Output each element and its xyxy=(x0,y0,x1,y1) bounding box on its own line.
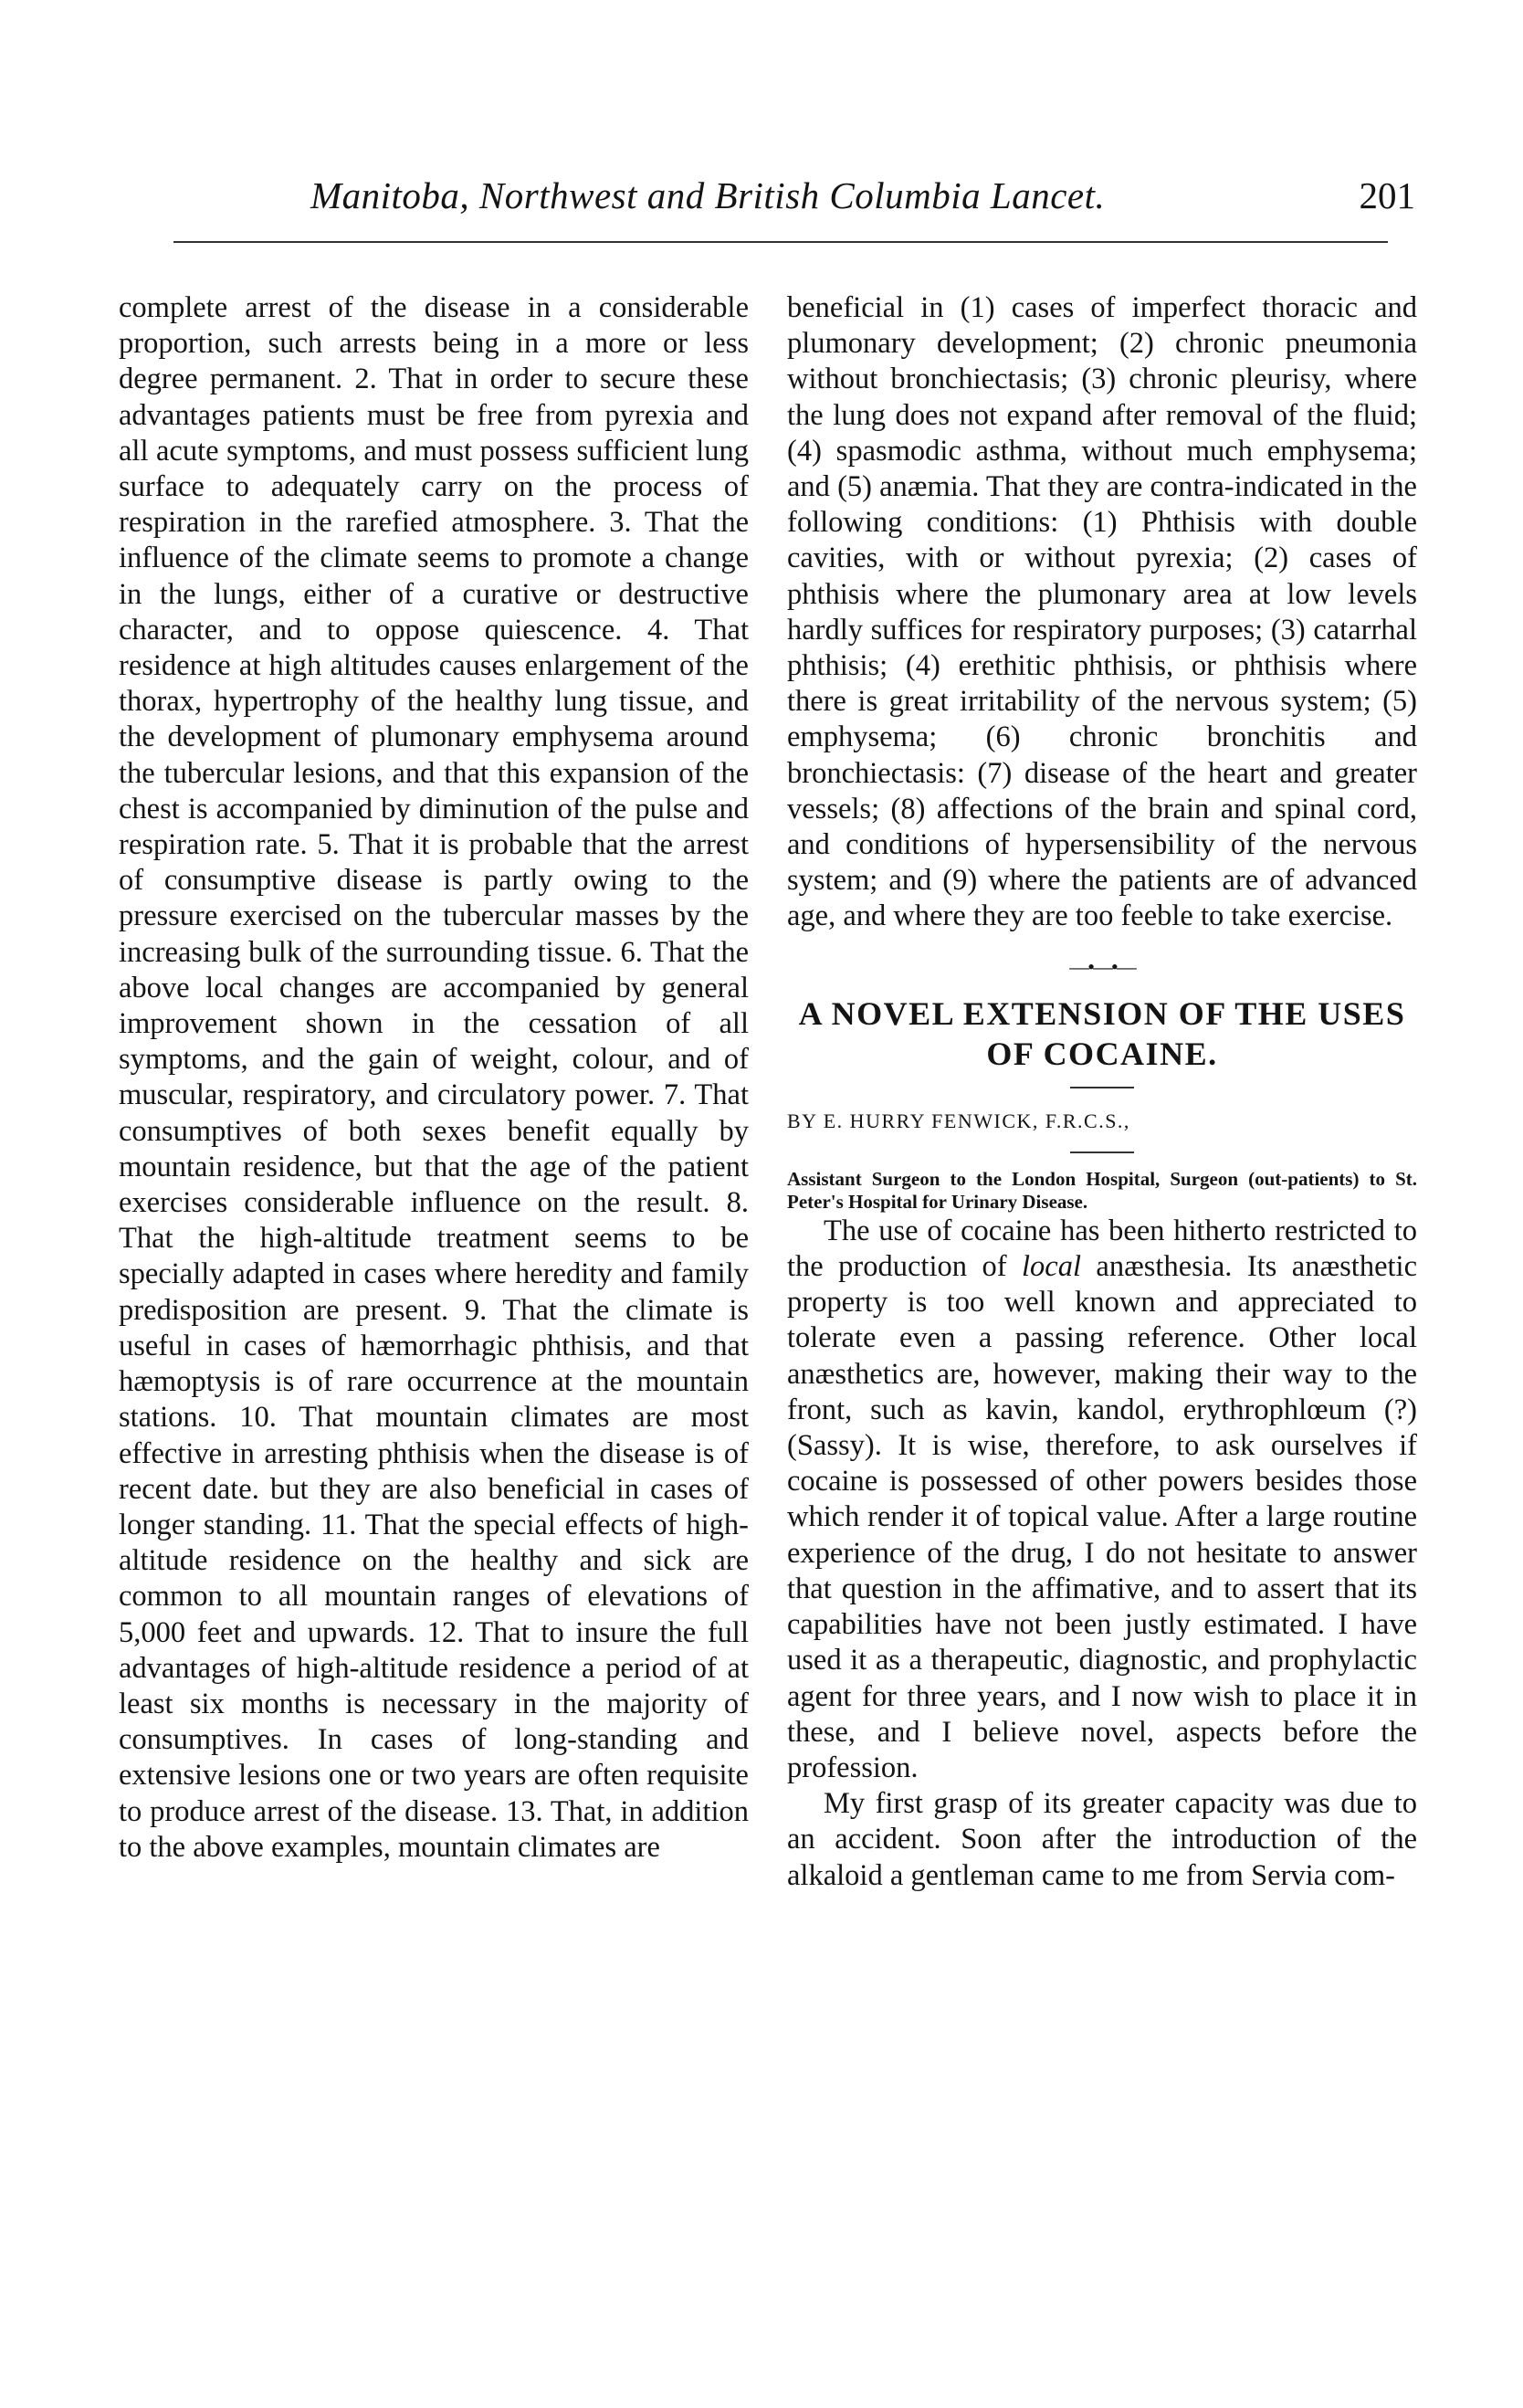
article-paragraph-1-rest: anæsthesia. Its anæsthetic property is too well known and appreciated to tolerate even a passing reference. Other local anæsthetics are, however, making their way to the front, such as kavin, kandol, erythrophlœum (?) (Sassy). It is wise, therefore, to ask ourselves if cocaine is possessed of other powers besides those which render it of topical value. After a large routine experience of the drug, I do not hesitate to answer that question in the affimative, and to assert that its capabilities have not been justly estimated. I have used it as a therapeutic, diagnostic, and prophylactic agent for three years, and I now wish to place it in these, and I believe novel, aspects before the profession. xyxy=(787,1250,1417,1784)
indications-paragraph: beneficial in (1) cases of imperfect thoracic and plumonary development; (2) chronic pneumonia without bronchiectasis; (3) chronic pleurisy, where the lung does not expand after removal of the fluid; (4) spasmodic asthma, without much emphysema; and (5) anæmia. That they are contra-indicated in the following conditions: (1) Phthisis with double cavities, with or without pyrexia; (2) cases of phthisis where the plumonary area at low levels hardly suffices for respiratory purposes; (3) catarrhal phthisis; (4) erethitic phthisis, or phthisis where there is great irritability of the nervous system; (5) emphysema; (6) chronic bronchitis and bronchiectasis: (7) disease of the heart and greater vessels; (8) affections of the brain and spinal cord, and conditions of hypersensibility of the nervous system; and (9) where the patients are of advanced age, and where they are too feeble to take exercise. xyxy=(787,291,1417,933)
italic-local: local xyxy=(1021,1250,1081,1284)
author-affiliation: Assistant Surgeon to the London Hospital, Surgeon (out-patients) to St. Peter's Hospital for Urinary Disease. xyxy=(787,1167,1417,1213)
article-title: A NOVEL EXTENSION OF THE USES OF COCAINE. xyxy=(798,994,1406,1072)
running-title: Manitoba, Northwest and British Columbia Lancet. xyxy=(310,174,1106,216)
running-header xyxy=(119,174,1415,228)
section-separator: —•—•— xyxy=(1069,954,1135,978)
article-paragraph-1-start: The use of cocaine has been hitherto restricted to the production of xyxy=(787,1214,1417,1284)
title-rule xyxy=(1070,1087,1134,1088)
article-paragraph-2: My first grasp of its greater capacity was due to an accident. Soon after the introduction of the alkaloid a gentleman came to me from Servia com- xyxy=(787,1787,1417,1892)
byline-rule xyxy=(1070,1151,1134,1153)
author-byline: BY E. HURRY FENWICK, F.R.C.S., xyxy=(787,1109,1130,1132)
left-column xyxy=(119,290,749,1866)
article-paragraph-1 xyxy=(787,1214,1417,1786)
header-rule xyxy=(173,241,1388,243)
conclusions-paragraph: complete arrest of the disease in a considerable proportion, such arrests being in a more or less degree permanent. 2. That in order to secure these advantages patients must be free from pyrexia and all acute symptoms, and must possess sufficient lung surface to adequately carry on the process of respiration in the rarefied atmosphere. 3. That the influence of the climate seems to promote a change in the lungs, either of a curative or destructive character, and to oppose quiescence. 4. That residence at high altitudes causes enlargement of the thorax, hypertrophy of the healthy lung tissue, and the development of plumonary emphysema around the tubercular lesions, and that this expansion of the chest is accompanied by diminution of the pulse and respiration rate. 5. That it is probable that the arrest of consumptive disease is partly owing to the pressure exercised on the tubercular masses by the increasing bulk of the surrounding tissue. 6. That the above local changes are accompanied by general improvement shown in the cessation of all symptoms, and the gain of weight, colour, and of muscular, respiratory, and circulatory power. 7. That consumptives of both sexes benefit equally by mountain residence, but that the age of the patient exercises considerable influence on the result. 8. That the high-altitude treatment seems to be specially adapted in cases where heredity and family predisposition are present. 9. That the climate is useful in cases of hæmorrhagic phthisis, and that hæmoptysis is of rare occurrence at the mountain stations. 10. That mountain climates are most effective in arresting phthisis when the disease is of recent date. but they are also beneficial in cases of longer standing. 11. That the special effects of high-altitude residence on the healthy and sick are common to all mountain ranges of elevations of 5,000 feet and upwards. 12. That to insure the full advantages of high-altitude residence a period of at least six months is necessary in the majority of consumptives. In cases of long-standing and extensive lesions one or two years are often requisite to produce arrest of the disease. 13. That, in addition to the above examples, mountain climates are xyxy=(119,291,749,1864)
page-number: 201 xyxy=(1359,174,1415,216)
right-column xyxy=(787,290,1417,1894)
